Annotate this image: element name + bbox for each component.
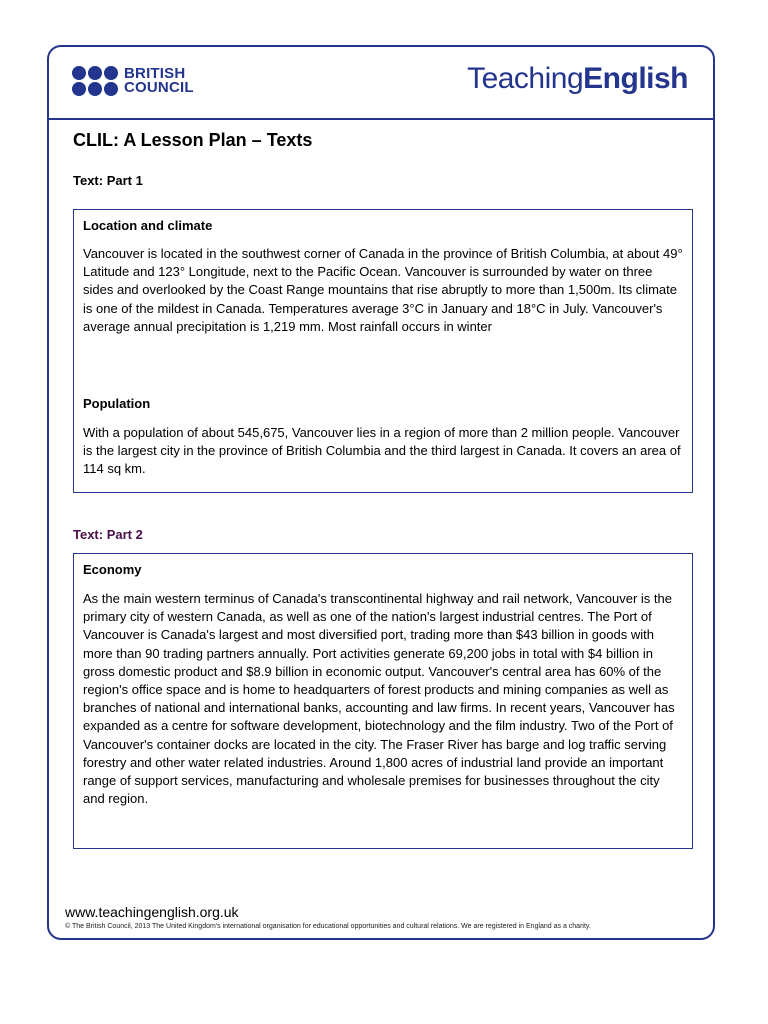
part2-text-box (73, 553, 693, 849)
economy-heading: Economy (83, 562, 142, 577)
population-heading: Population (83, 396, 151, 411)
economy-paragraph: As the main western terminus of Canada's transcontinental highway and rail network, Vancouver is the primary city of western Canada, as well as one of the nation's largest industrial centres. The Port of Vancouver is Canada's largest and most diversified port, trading more than $43 billion in goods with more than 90 trading partners annually. Port activities generate 69,200 jobs in total with $4 billion in gross domestic product and $8.9 billion in economic output. Vancouver's central area has 60% of the region's office space and is home to headquarters of forest products and mining companies as well as branches of national and international banks, accounting and law firms. In recent years, Vancouver has expanded as a centre for software development, biotechnology and the film industry. Two of the Port of Vancouver's container docks are located in the city. The Fraser River has barge and log traffic serving forestry and other water related industries. Around 1,800 acres of industrial land provide an important range of support services, manufacturing and wholesale premises for businesses throughout the city and region. (83, 591, 675, 807)
logo-line-2: COUNCIL (124, 79, 194, 96)
location-climate-heading: Location and climate (83, 218, 213, 233)
part2-label: Text: Part 2 (73, 527, 143, 542)
location-climate-paragraph: Vancouver is located in the southwest corner of Canada in the province of British Columbia, at about 49° Latitude and 123° Longitude, next to the Pacific Ocean. Vancouver is surrounded by water on three sides and overlooked by the Coast Range mountains that rise abruptly to more than 1,500m. Its climate is one of the mildest in Canada. Temperatures average 3°C in January and 18°C in July. Vancouver's average annual precipitation is 1,219 mm. Most rainfall occurs in winter (83, 246, 683, 334)
logo-line-1: BRITISH (124, 65, 186, 82)
part1-text-box (73, 209, 693, 493)
header-divider (47, 118, 715, 120)
part1-label: Text: Part 1 (73, 173, 143, 188)
teaching-english-logo (467, 62, 688, 96)
footer-url-link[interactable]: www.teachingenglish.org.uk (65, 904, 239, 920)
footer-copyright: © The British Council, 2013 The United Kingdom's international organisation for educational opportunities and cultural relations. We are registered in England as a charity. (65, 923, 591, 930)
logo-light-part: Teaching (467, 62, 584, 95)
logo-dots-icon (72, 66, 118, 96)
british-council-logo (72, 66, 194, 96)
document-title: CLIL: A Lesson Plan – Texts (73, 130, 313, 150)
population-paragraph: With a population of about 545,675, Vancouver lies in a region of more than 2 million people. Vancouver is the largest city in the province of British Columbia and the third largest in Canada. It covers an area of 114 sq km. (83, 425, 681, 477)
logo-bold-part: English (583, 62, 688, 95)
